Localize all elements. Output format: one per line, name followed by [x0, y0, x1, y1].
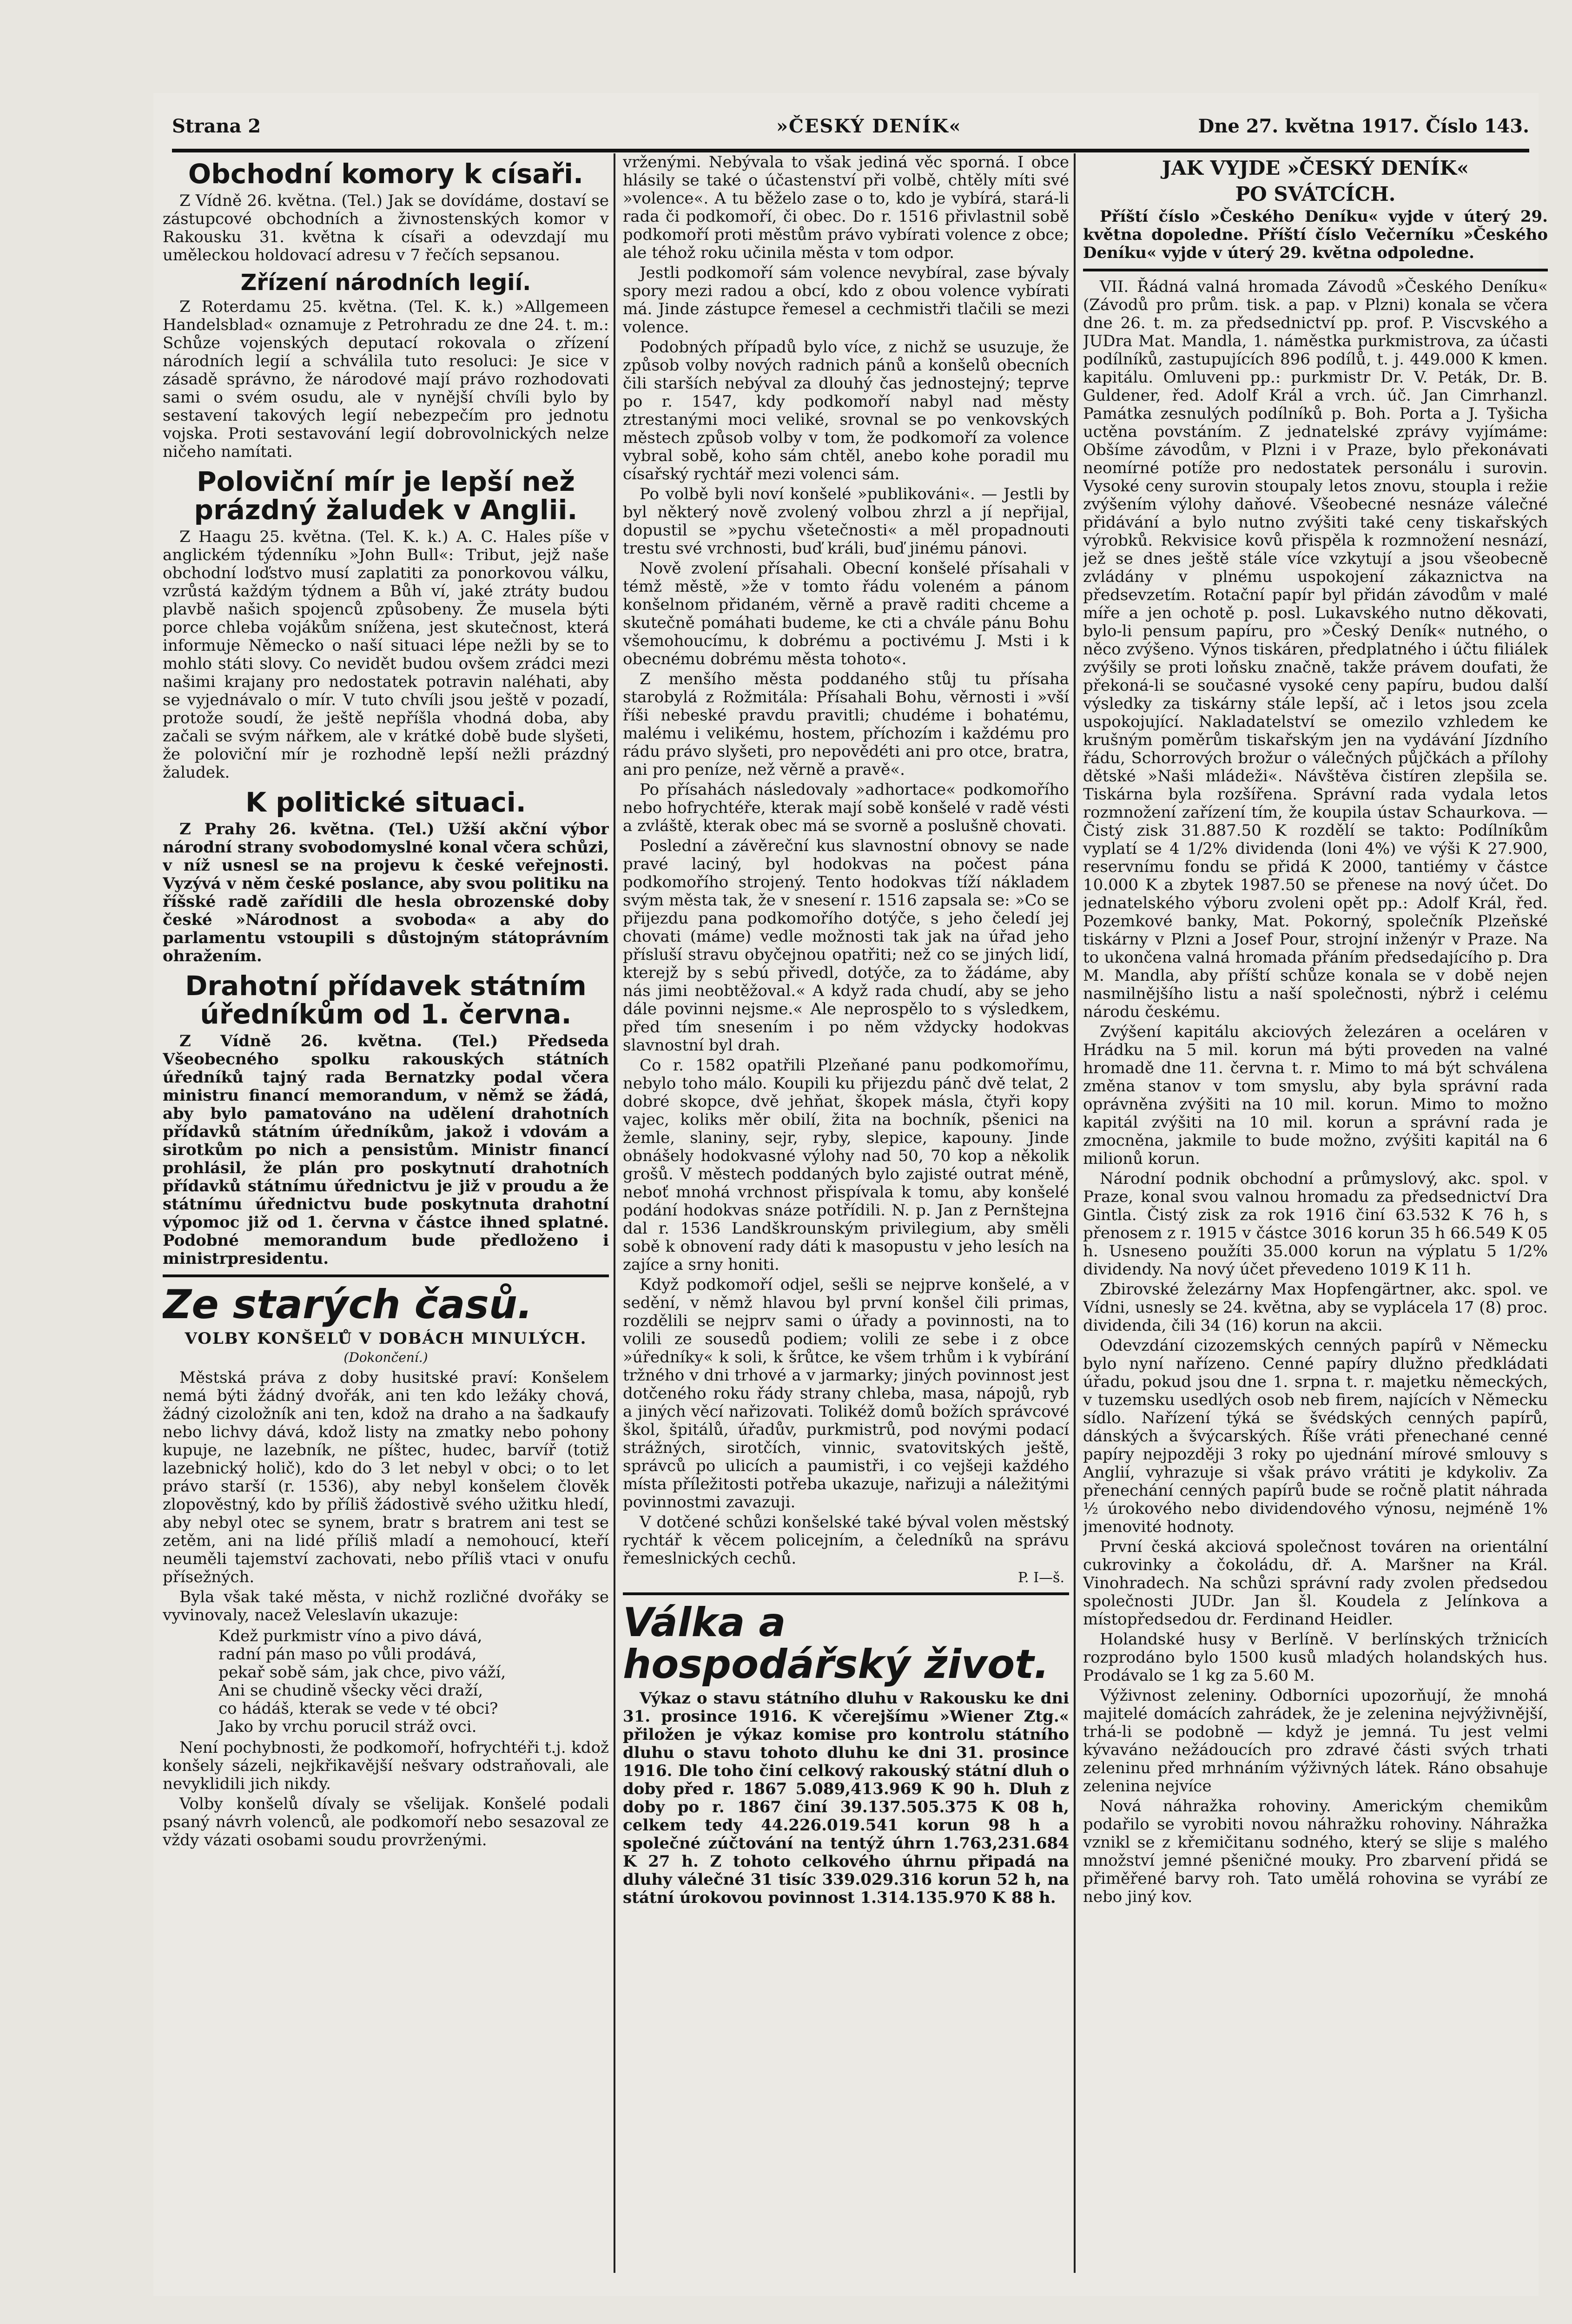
- column-divider-1: [614, 153, 615, 2273]
- verse-line: Kdež purkmistr víno a pivo dává,: [218, 1627, 482, 1646]
- author-signature: P. I—š.: [1018, 1570, 1064, 1586]
- article-text: Z Vídně 26. května. (Tel.) Jak se dovídáme, dostaví se zástupcové obchodních a živnostenských komor v Rakousku 31. května k císaři a odevzdají mu uměleckou holdovací adresu v 7 řečích sepsanou.: [163, 191, 609, 264]
- masthead-title: »ČESKÝ DENÍK«: [776, 115, 962, 137]
- article-text: V dotčené schůzi konšelské také býval volen městský rychtář k věcem policejním, a čeledníků na správu řemeslnických cechů.: [623, 1513, 1069, 1568]
- article-text: Nová náhražka rohoviny. Americkým chemikům podařilo se vyrobiti novou náhražku rohoviny. Náhražka vznikl se z křemičitanu sodného, který se slije s malého množství jemné pšeničné mouky. Pro zbarvení přidá se přiměřené barvy roh. Tato umělá rohovina se vyrábí ze nebo jiný kov.: [1083, 1796, 1548, 1906]
- column-middle: [623, 153, 1069, 2273]
- section-rule: [1083, 269, 1548, 271]
- article-text: Z Vídně 26. května. (Tel.) Předseda Všeobecného spolku rakouských státních úředníků tajný rada Bernatzky podal včera ministru financí memorandum, v němž se žádá, aby bylo pamatováno na udělení drahotních přídavků státním úředníkům, jakož i vdovám a sirotkům po nich a pensistům. Ministr financí prohlásil, že plán pro poskytnutí drahotních přídavků státnímu úřednictvu je již v proudu a že státnímu úřednictvu bude poskytnuta drahotní výpomoc již od 1. června v částce ihned splatné. Podobné memorandum bude předloženo i ministrpresidentu.: [163, 1031, 609, 1268]
- feuilleton-subtitle: VOLBY KONŠELŮ V DOBÁCH MINULÝCH.: [185, 1329, 587, 1348]
- article-text: Podobných případů bylo více, z nichž se usuzuje, že způsob volby nových radnich pánů a konšelů obecních čili starších nebýval za dlouhý čas jednostejný; teprve po r. 1547, kdy podkomoří nabyl nad městy ztrestanými moci veliké, srovnal se po venkovských městech způsob volby v tom, že podkomoří za volence vybral sobě, koho sám chtěl, anebo kohe poradil mu císařský rychtář mezi volenci sám.: [623, 338, 1069, 483]
- article-title: K politické situaci.: [245, 786, 526, 819]
- verse-line: radní pán maso po vůli prodává,: [218, 1645, 477, 1664]
- notice-title: JAK VYJDE »ČESKÝ DENÍK«: [1162, 157, 1469, 179]
- verse-line: co hádáš, kterak se vede v té obci?: [218, 1699, 498, 1718]
- article-title: Drahotní přídavek státním úředníkům od 1. června.: [185, 970, 587, 1030]
- verse-line: pekař sobě sám, jak chce, pivo váží,: [218, 1663, 506, 1682]
- verse-line: Ani se chudině všecky věci draží,: [218, 1681, 483, 1700]
- article-text: Není pochybnosti, že podkomoří, hofrychtéři t.j. kdož konšely sázeli, nejkřikavější nešvary odstraňovali, ale nevyklidili jich nikdy.: [163, 1738, 609, 1794]
- article-text: Volby konšelů dívaly se všelijak. Konšelé podali psaný návrh volenců, ale podkomoří nebo sesazoval ze vždy vázati osobami soudu provrženými.: [163, 1795, 609, 1850]
- article-text: Co r. 1582 opatřili Plzeňané panu podkomořímu, nebylo toho málo. Koupili ku přijezdu pánč dvě telat, 2 dobré skopce, dvě jehňat, škopek másla, čtyři kopy vajec, koliks měr obilí, žita na bochník, pšenici na žemle, slaniny, sejr, ryby, slepice, kapouny. Jinde obnášely hodokvasné výlohy nad 50, 70 kop a několik grošů. V městech poddaných bylo zajisté outrat méně, neboť mnohá vrchnost přispívala k tomu, aby konšelé podání hodokvas snáze potřídili. N. p. Jan z Pernštejna dal r. 1536 Landškrounským privilegium, aby směli sobě k obnovení rady dáti k masopustu v jeho lesích na zajíce a srny honiti.: [623, 1056, 1069, 1274]
- article-text: Po volbě byli noví konšelé »publikováni«. — Jestli by byl některý nově zvolený volbou zhrzl a jí nepřijal, dopustil se »pychu všetečnosti« a měl propadnouti trestu své vrchnosti, buď králi, buď jinému pánovi.: [623, 485, 1069, 558]
- article-text: Národní podnik obchodní a průmyslový, akc. spol. v Praze, konal svou valnou hromadu za předsednictví Dra Gintla. Čistý zisk za rok 1916 činí 63.532 K 76 h, s přenosem z r. 1915 v částce 3016 korun 35 h 66.549 K 05 h. Usneseno použíti 35.000 korun na výplatu 5 1/2% dividendy. Na nový účet převedeno 1019 K 11 h.: [1083, 1169, 1548, 1279]
- article-text: VII. Řádná valná hromada Závodů »Českého Deníku« (Závodů pro prům. tisk. a pap. v Plzni) konala se včera dne 26. t. m. za předsednictví pp. prof. P. Viscvského a JUDra Mat. Mandla, 1. náměstka purkmistrova, za účasti podílníků, zastupujících 896 podílů, t. j. 449.000 K kmen. kapitálu. Omluveni pp.: purkmistr Dr. V. Peták, Dr. B. Guldener, řed. Adolf Král a vrch. úč. Jan Cimrhanzl. Památka zesnulých podílníků p. Boh. Porta a J. Tyšicha uctěna povstáním. Z jednatelské zprávy vyjímáme: Obšíme závodům, v Plzni i v Praze, bylo překonávati neomírné potíže pro nedostatek personálu i surovin. Vysoké ceny surovin stoupaly letos znovu, stoupla i režie zvýšením výlohy daňové. Všeobecné nesnáze válečné přidávání a bylo nutno zvýšiti také ceny tiskařských výrobků. Rekvisice kovů přispěla k rozmnožení nesnází, jež se dnes ještě stále více vzkytují a jsou všeobecně zvládány v plnému uspokojení zákaznictva na předsevzetím. Rotační papír byl přidán závodům v malé míře a jen ochotě p. posl. Lukavského nutno děkovati, bylo-li pensum papíru, pro »Český Deník« nutného, o něco zvýšeno. Výnos tiskáren, předplatného i účtu filiálek zvýšily se proti loňsku značně, takže právem doufati, že překoná-li se současné vysoké ceny papíru, budou další výsledky za tiskárny stále lepší, ač i letos jsou zcela uspokojující. Nakladatelství se omezilo vzhledem ke krušným poměrům tiskařským jen na vydávání Jízdního řádu, Schorrových brožur o válečných půjčkách a přílohy dětské »Naši mládeži«. Návštěva čistíren zlepšila se. Tiskárna byla rozšířena. Správní rada vydala letos rozmnožení zařízení tím, že koupila ústav Schaurkova. — Čistý zisk 31.887.50 K rozdělí se takto: Podílníkům vyplatí se 4 1/2% dividenda (loni 4%) ve výši K 27.900, reservnímu fondu se přidá K 2000, tantiémy v částce 10.000 K a zbytek 1987.50 se přenese na nový účet. Do jednatelského výboru zvoleni opět pp.: Adolf Král, řed. Pozemkové banky, Mat. Pokorný, společník Plzeňské tiskárny v Plzni a Josef Pour, strojní inženýr v Praze. Na to ukončena valná hromada přáním předsedajícího p. Dra M. Mandla, aby příští schůze konala se v době nejen nasmilnějšího listu a naší společnosti, nýbrž i celému národu českému.: [1083, 277, 1548, 1021]
- article-text: Z Prahy 26. května. (Tel.) Užší akční výbor národní strany svobodomyslné konal včera schůzi, v níž usnesl se na projevu k české veřejnosti. Vyzývá v něm české poslance, aby svou politiku na říšské radě zařídili dle hesla obrozenské doby české »Národnost a svoboda« a aby do parlamentu vstoupili s důstojným státoprávním ohražením.: [163, 819, 609, 965]
- article-title: Obchodní komory k císaři.: [188, 158, 584, 190]
- article-text: Městská práva z doby husitské praví: Konšelem nemá býti žádný dvořák, ani ten kdo ležáky chová, žádný cizoložník ani ten, kdož na draho a na šadkaufy nebo lichvy dává, kdož listy na zmatky nebo pohony kupuje, ne lazebník, ne píštec, hudec, barvíř (totiž lazebnický holič), kdo do 3 let nebyl v obci; o to let právo starší (r. 1536), aby nebyl konšelem člověk zlopověstný, kdo by příliš žádostivě svého užitku hledí, aby nebyl otec se synem, bratr s bratrem ani test se zetěm, ani na lidé příliš mladí a nemohoucí, kteří neuměli tajemství zachovati, nebo příliš vtaci v onufu přísežných.: [163, 1368, 609, 1587]
- section-rule: [163, 1274, 609, 1277]
- article-text: První česká akciová společnost továren na orientální cukrovinky a čokoládu, dř. A. Maršner na Král. Vinohradech. Na schůzi správní rady zvolen předsedou společnosti JUDr. Jan šl. Koudela z Jelínkova a místopředsedou dr. Ferdinand Heidler.: [1083, 1537, 1548, 1629]
- article-text: Byla však také města, v nichž rozličné dvořáky se vyvinovaly, nacež Veleslavín ukazuje:: [163, 1588, 609, 1625]
- section-rule: [623, 1592, 1069, 1595]
- article-title: Poloviční mír je lepší než prázdný žaludek v Anglii.: [194, 466, 578, 526]
- section-title: Válka a hospodářský život.: [623, 1599, 1049, 1688]
- header-rule: [172, 149, 1529, 152]
- article-text: Zbirovské železárny Max Hopfengärtner, akc. spol. ve Vídni, usnesly se 24. května, aby se vyplácela 17 (8) proc. dividenda, čili 34 (16) korun na akcii.: [1083, 1280, 1548, 1335]
- article-text: vrženými. Nebývala to však jediná věc sporná. I obce hlásily se také o účastenství při volbě, chtěly míti své »volence«. A tu běželo zase o to, kdo je vybírá, stará-li rada či podkomoří, či obec. Do r. 1516 přivlastnil sobě podkomoří proti městům právo vybírati volence z obce; ale téhož roku učinila města v tom odpor.: [623, 153, 1069, 262]
- article-text: Z menšího města poddaného stůj tu přísaha starobylá z Rožmitála: Přísahali Bohu, věrnosti i »vší říši nebeské pravdu pravitli; chudéme i bohatému, malému i velikému, hostem, příchozím i každému pro rádu právo slyšeti, pro nepovědéti ani pro otce, bratra, ani pro peníze, než věrně a pravě«.: [623, 670, 1069, 779]
- verse: [218, 1627, 609, 1736]
- continuation-note: (Dokončení.): [343, 1350, 428, 1366]
- article-text: Z Roterdamu 25. května. (Tel. K. k.) »Allgemeen Handelsblad« oznamuje z Petrohradu ze dne 24. t. m.: Schůze vojenských deputací rokovala o zřízení národních legií a schválila tuto resoluci: Je sice v zásadě správno, že národové mají právo rozhodovati sami o svém osudu, ale v nynější chvíli bylo by sestavení takových legií nebezpečím pro jednotu vojska. Proti sestavování legií dobrovolnických nelze ničeho namítati.: [163, 297, 609, 462]
- article-title: Zřízení národních legií.: [240, 269, 531, 296]
- page-number: Strana 2: [172, 115, 261, 137]
- verse-line: Jako by vrchu porucil stráž ovci.: [218, 1717, 477, 1736]
- article-text: Po přísahách následovaly »adhortace« podkomořího nebo hofrychtéře, kterak mají sobě konšelé v radě vésti a zvláště, kterak obec má se svorně a poslušně chovati.: [623, 780, 1069, 835]
- notice-subtitle: PO SVÁTCÍCH.: [1235, 183, 1396, 206]
- notice-text: Příští číslo »Českého Deníku« vyjde v úterý 29. května dopoledne. Příští číslo Večerníku »Českého Deníku« vyjde v úterý 29. května odpoledne.: [1083, 207, 1548, 262]
- article-text: Výkaz o stavu státního dluhu v Rakousku ke dni 31. prosince 1916. K včerejšímu »Wiener Ztg.« přiložen je výkaz komise pro kontrolu státního dluhu o stavu tohoto dluhu ke dni 31. prosince 1916. Dle toho činí celkový rakouský státní dluh o doby před r. 1867 5.089,413.969 K 90 h. Dluh z doby po r. 1867 činí 39.137.505.375 K 08 h, celkem tedy 44.226.019.541 korun 98 h a společné zúčtování na tentýž úhrn 1.763,231.684 K 27 h. Z tohoto celkového úhrnu připadá na dluhy válečné 31 tisíc 339.029.316 korun 52 h, na státní úrokovou povinnost 1.314.135.970 K 88 h.: [623, 1689, 1069, 1907]
- article-text: Odevzdání cizozemských cenných papírů v Německu bylo nyní nařízeno. Cenné papíry dlužno předkládati úřadu, pokud jsou dne 1. srpna t. r. majetku německých, v tuzemsku usedlých osob neb firem, najících v Německu sídlo. Nařízení týká se švédských cenných papírů, dánských a švýcarských. Říše vráti přenechané cenné papíry nejpozději 3 roky po ujednání mírové smlouvy s Anglií, vyhrazuje si však právo vrátiti je kdykoliv. Za přenechání cenných papírů bude se ročně platit náhrada ½ úrokového nebo dividendového výnosu, nejméně 1% jmenovité hodnoty.: [1083, 1336, 1548, 1536]
- article-text: Poslední a závěreční kus slavnostní obnovy se nade pravé laciný, byl hodokvas na počest pána podkomořího strojený. Tento hodokvas tíží nákladem svým města tak, že v snesení r. 1516 zapsala se: »Co se přijezdu pana podkomořího dotýče, s jeho čeledí jej chovati (máme) vedle možnosti tak jak na úřad jeho přísluší stravu obyčejnou opatřiti; než co se jiných lidí, kterejž by s sebú přivedl, dotýče, za to žádáme, aby nás jimi neobtěžoval.« A když rada chudí, aby se jeho dále povinni nejsme.« Ale neprospělo to s výsledkem, před tím snesením i po něm vždycky hodokvas slavnostní byl drah.: [623, 837, 1069, 1055]
- feuilleton-title: Ze starých časů.: [163, 1281, 533, 1328]
- article-text: Nově zvolení přísahali. Obecní konšelé přísahali v témž městě, »že v tomto řádu voleném a pánom konšelnom přidaném, věrně a pravě raditi chceme a skutečně pomáhati budeme, ke cti a chvále pánu Bohu všemohoucímu, k dobrému a poctivému J. Msti i k obecnému dobrému města tohoto«.: [623, 559, 1069, 668]
- article-text: Holandské husy v Berlíně. V berlínských tržnicích rozprodáno bylo 1500 kusů mladých holandských hus. Prodávalo se 1 kg za 5.60 M.: [1083, 1630, 1548, 1685]
- page-header: [172, 112, 1529, 153]
- column-right: [1083, 153, 1548, 2273]
- article-text: Zvýšení kapitálu akciových železáren a oceláren v Hrádku na 5 mil. korun má býti proveden na valné hromadě dne 11. června t. r. Mimo to má být schválena změna stanov v tom smyslu, aby byla správní rada oprávněna zvýšiti na 10 mil. korun. Mimo to možno kapitál zvýšiti na 10 mil. korun a správní rada je zmocněna, jakmile to bude možno, zvýšiti kapitál na 6 milionů korun.: [1083, 1022, 1548, 1168]
- column-left: [163, 153, 609, 2273]
- article-text: Výživnost zeleniny. Odborníci upozorňují, že mnohá majitelé domácích zahrádek, že je zelenina nejvýživnější, trhá-li se podobně — když je jemná. Tu jest velmi kývaváno nežádoucích pro zdravé části svých trhati zeleninu před mrhnáním výživných látek. Ráno obsahuje zelenina nejvíce: [1083, 1686, 1548, 1796]
- article-text: Když podkomoří odjel, sešli se nejprve konšelé, a v sedění, v němž hlavou byl první konšel čili primas, rozdělili se nejprv sami o úřady a povinnosti, na to volili ze sousedů podiem; volili ze sebe i z obce »úředníky« k soli, k šrůtce, ke všem trhům i k vybírání tržného v dni trhové a v jarmarky; jiných povinnost jest dotčeného roku řády strany chleba, masa, nápojů, ryb a jiných věcí nařizovati. Tolikéž domů božích správcové škol, špitálů, úřadův, purkmistrů, pod novými podací strážných, sirotčích, vinnic, svatovitských ještě, správců po ulicích a paumistři, i co vejšeji každého místa příležitosti potřeba ukazuje, nařizuji a náležitými povinnostmi zavazuji.: [623, 1275, 1069, 1512]
- article-text: Z Haagu 25. května. (Tel. K. k.) A. C. Hales píše v anglickém týdenníku »John Bull«: Tribut, jejž naše obchodní loďstvo musí zaplatiti za ponorkovou válku, vzrůstá každým týdnem a Bůh ví, jaké ztráty budou plavbě našich spojenců způsobeny. Že musela býti porce chleba vojákům snížena, jest skutečnost, která informuje Německo o naší situaci lépe nežli by se to mohlo státi slovy. Co nevidět budou ovšem zrádci mezi našimi krajany pro nedostatek potravin naléhati, aby se vyjednávalo o mír. V tuto chvíli jsou ještě v pozadí, protože soudí, že ještě nepříšla vhodná doba, aby začali se svým nářkem, ale v krátké době bude slyšeti, že poloviční mír je rozhodně lepší nežli prázdný žaludek.: [163, 528, 609, 782]
- column-divider-2: [1074, 153, 1076, 2273]
- article-text: Jestli podkomoří sám volence nevybíral, zase bývaly spory mezi radou a obcí, kdo z obou volence vybírati má. Jinde zástupce řemesel a cechmistři tlačili se mezi volence.: [623, 264, 1069, 337]
- issue-date: Dne 27. května 1917. Číslo 143.: [1198, 115, 1529, 137]
